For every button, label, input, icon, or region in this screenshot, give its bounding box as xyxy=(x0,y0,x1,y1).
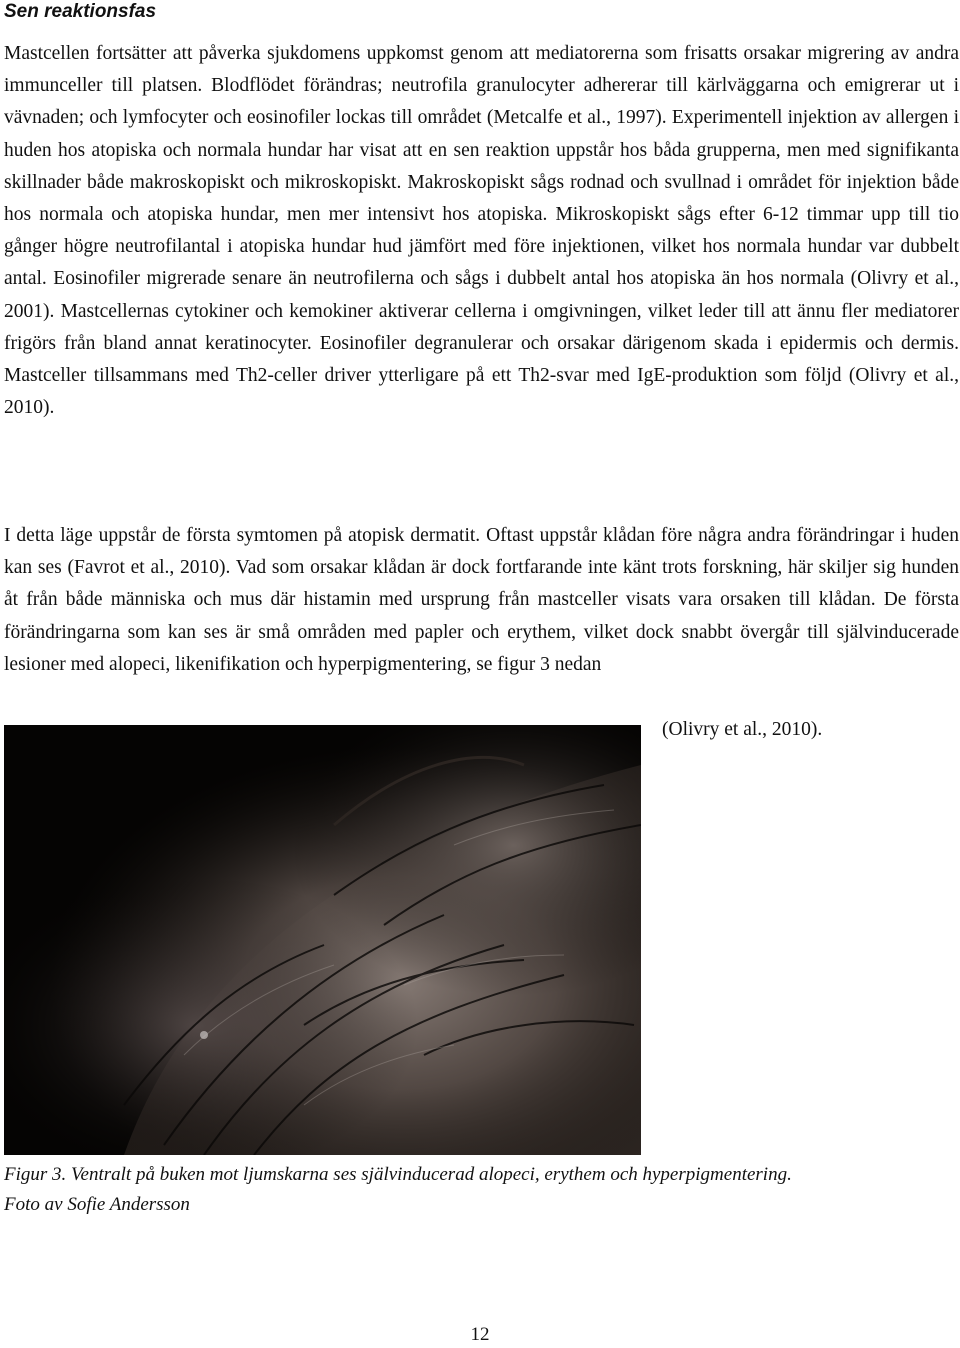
figure-3-photo xyxy=(4,725,641,1155)
dog-abdomen-photo-illustration xyxy=(4,725,641,1155)
body-paragraph-2: I detta läge uppstår de första symtomen på atopisk dermatit. Oftast uppstår klådan före några andra förändringar i huden kan ses (Favrot et al., 2010). Vad som orsakar klådan är dock fortfarande inte känt trots forskning, här skiljer sig hunden åt från både människa och mus där histamin med ursprung från mastceller visats vara orsaken till klådan. De första förändringarna som kan ses är små områden med papler och erythem, vilket dock snabbt övergår till självinducerade lesioner med alopeci, likenifikation och hyperpigmentering, se figur 3 nedan xyxy=(4,525,959,675)
figure-3-caption xyxy=(4,1160,959,1220)
paragraph-citation-tail: (Olivry et al., 2010). xyxy=(662,719,823,740)
section-heading: Sen reaktionsfas xyxy=(4,1,157,22)
body-paragraph-1: Mastcellen fortsätter att påverka sjukdomens uppkomst genom att mediatorerna som frisatts orsakar migrering av andra immunceller till platsen. Blodflödet förändras; neutrofila granulocyter adhererar till kärlväggarna och emigrerar ut i vävnaden; och lymfocyter och eosinofiler lockas till området (Metcalfe et al., 1997). Experimentell injektion av allergen i huden hos atopiska och normala hundar har visat att en sen reaktion uppstår hos båda grupperna, men med signifikanta skillnader både makroskopiskt och mikroskopiskt. Makroskopiskt sågs rodnad och svullnad i området för injektion både hos normala och atopiska hundar, men mer intensivt hos atopiska. Mikroskopiskt sågs efter 6-12 timmar upp till tio gånger högre neutrofilantal i atopiska hundar hud jämfört med före injektionen, vilket hos normala hundar var dubbelt antal. Eosinofiler migrerade senare än neutrofilerna och sågs i dubbelt antal hos atopiska än hos normala (Olivry et al., 2001). Mastcellernas cytokiner och kemokiner aktiverar cellerna i omgivningen, vilket leder till att ännu fler mediatorer frigörs från bland annat keratinocyter. Eosinofiler degranulerar och orsakar därigenom skada i epidermis och dermis. Mastceller tillsammans med Th2-celler driver ytterligare på ett Th2-svar med IgE-produktion som följd (Olivry et al., 2010). xyxy=(4,43,959,419)
figure-caption-line-1: Figur 3. Ventralt på buken mot ljumskarna ses självinducerad alopeci, erythem och hyperpigmentering. xyxy=(4,1164,792,1185)
figure-caption-line-2: Foto av Sofie Andersson xyxy=(4,1194,190,1215)
page-number: 12 xyxy=(470,1324,490,1345)
